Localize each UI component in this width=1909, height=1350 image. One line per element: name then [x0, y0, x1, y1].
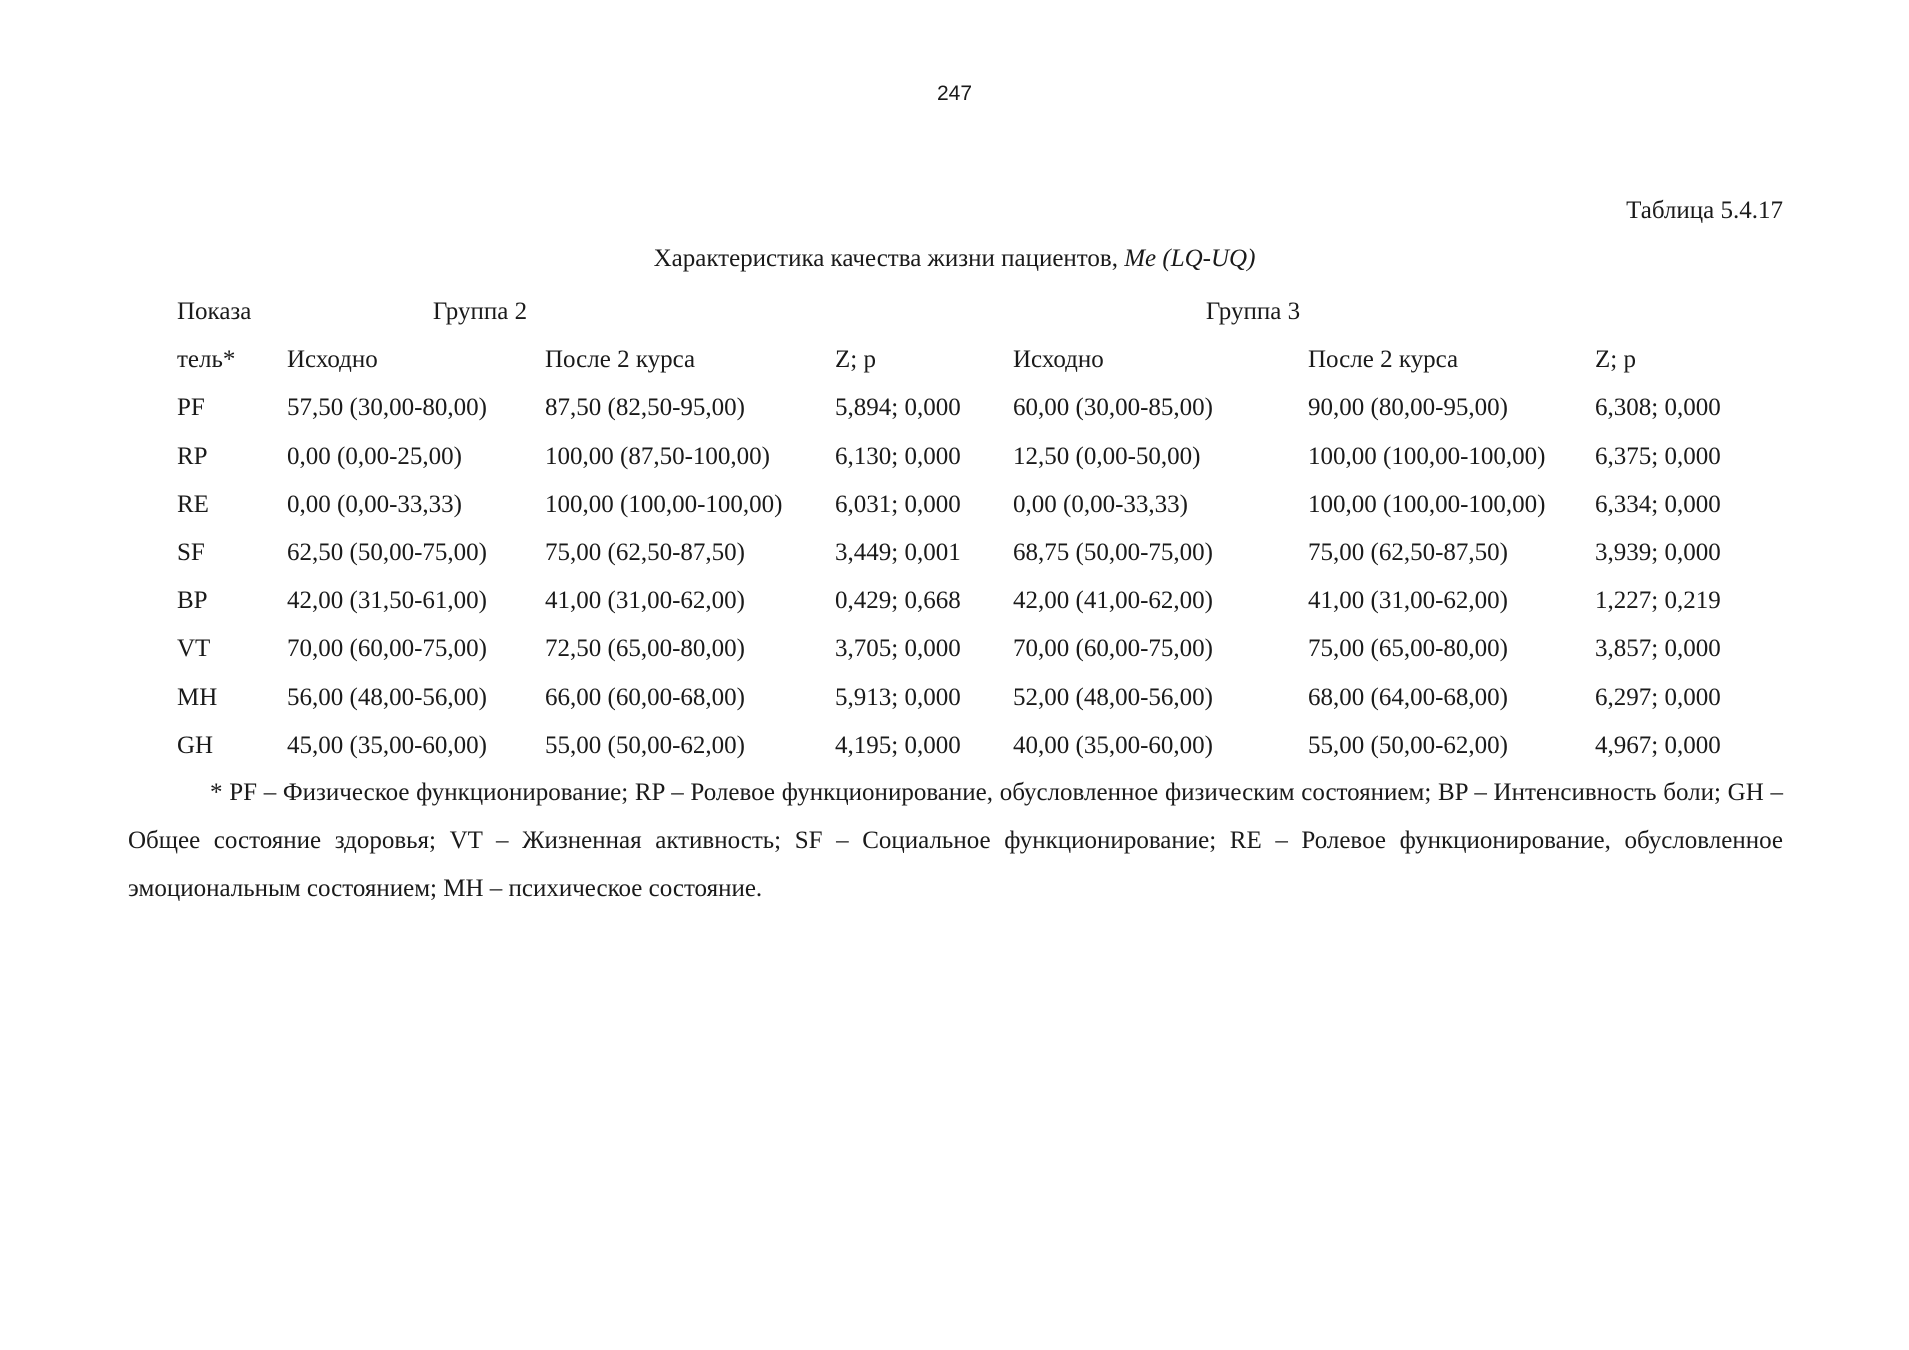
table-title [0, 245, 1909, 273]
cell-g2-base: 42,00 (31,50-61,00) [287, 587, 487, 615]
cell-g2-base: 62,50 (50,00-75,00) [287, 539, 487, 567]
table-row [167, 433, 1733, 481]
table-row [167, 722, 1733, 770]
row-indicator: GH [177, 731, 214, 759]
table-number: Таблица 5.4.17 [1626, 197, 1783, 224]
cell-g3-after: 75,00 (62,50-87,50) [1308, 539, 1508, 567]
header-g3-zp: Z; p [1595, 346, 1636, 374]
cell-g2-zp: 5,894; 0,000 [835, 394, 961, 422]
header-row-columns [167, 336, 1733, 384]
cell-g2-after: 41,00 (31,00-62,00) [545, 587, 745, 615]
cell-g3-zp: 6,334; 0,000 [1595, 490, 1721, 518]
cell-g2-zp: 6,031; 0,000 [835, 490, 961, 518]
cell-g3-base: 68,75 (50,00-75,00) [1013, 539, 1213, 567]
row-indicator: RE [177, 490, 209, 518]
cell-g3-zp: 3,939; 0,000 [1595, 539, 1721, 567]
row-indicator: BP [177, 587, 208, 615]
cell-g2-zp: 3,449; 0,001 [835, 539, 961, 567]
cell-g3-after: 41,00 (31,00-62,00) [1308, 587, 1508, 615]
cell-g2-zp: 4,195; 0,000 [835, 731, 961, 759]
cell-g3-zp: 6,297; 0,000 [1595, 683, 1721, 711]
table-title-italic: Me (LQ-UQ) [1124, 245, 1256, 272]
cell-g3-after: 100,00 (100,00-100,00) [1308, 490, 1546, 518]
cell-g2-zp: 6,130; 0,000 [835, 442, 961, 470]
cell-g2-zp: 3,705; 0,000 [835, 635, 961, 663]
cell-g3-zp: 6,375; 0,000 [1595, 442, 1721, 470]
cell-g2-zp: 5,913; 0,000 [835, 683, 961, 711]
header-g2-base: Исходно [287, 346, 378, 374]
cell-g2-after: 75,00 (62,50-87,50) [545, 539, 745, 567]
cell-g2-after: 66,00 (60,00-68,00) [545, 683, 745, 711]
cell-g3-after: 100,00 (100,00-100,00) [1308, 442, 1546, 470]
cell-g3-after: 55,00 (50,00-62,00) [1308, 731, 1508, 759]
page-number: 247 [936, 82, 973, 105]
table-footnote: * PF – Физическое функционирование; RP – Ролевое функционирование, обусловленное физическим состоянием; BP – Интенсивность боли; GH – Общее состояние здоровья; VT – Жизненная активность; SF – Социальное функционирование; RE – Ролевое функционирование, обусловленное эмоциональным состоянием; MH – психическое состояние. [128, 779, 1783, 902]
row-indicator: VT [177, 635, 211, 663]
cell-g2-base: 0,00 (0,00-33,33) [287, 490, 462, 518]
header-g3-after: После 2 курса [1308, 346, 1459, 374]
cell-g3-zp: 1,227; 0,219 [1595, 587, 1721, 615]
table-row [167, 529, 1733, 577]
cell-g3-base: 0,00 (0,00-33,33) [1013, 490, 1188, 518]
cell-g2-base: 56,00 (48,00-56,00) [287, 683, 487, 711]
cell-g2-after: 100,00 (87,50-100,00) [545, 442, 770, 470]
header-group-2 [277, 288, 1003, 336]
header-indicator-line2: тель* [177, 346, 236, 374]
table-row [167, 481, 1733, 529]
cell-g2-after: 55,00 (50,00-62,00) [545, 731, 745, 759]
header-g3-base: Исходно [1013, 346, 1104, 374]
table-row [167, 625, 1733, 673]
row-indicator: RP [177, 442, 208, 470]
cell-g2-after: 100,00 (100,00-100,00) [545, 490, 783, 518]
table-title-main: Характеристика качества жизни пациентов, [653, 245, 1125, 272]
header-g2-zp: Z; p [835, 346, 876, 374]
header-group-3-label: Группа 3 [1205, 298, 1301, 326]
cell-g2-after: 72,50 (65,00-80,00) [545, 635, 745, 663]
cell-g3-base: 42,00 (41,00-62,00) [1013, 587, 1213, 615]
cell-g3-base: 70,00 (60,00-75,00) [1013, 635, 1213, 663]
header-g2-after: После 2 курса [545, 346, 696, 374]
quality-of-life-table [167, 288, 1733, 770]
header-indicator-line1: Показа [177, 298, 252, 326]
cell-g2-base: 45,00 (35,00-60,00) [287, 731, 487, 759]
cell-g3-after: 75,00 (65,00-80,00) [1308, 635, 1508, 663]
cell-g2-after: 87,50 (82,50-95,00) [545, 394, 745, 422]
header-group-2-label: Группа 2 [432, 298, 528, 326]
cell-g3-after: 68,00 (64,00-68,00) [1308, 683, 1508, 711]
cell-g3-base: 40,00 (35,00-60,00) [1013, 731, 1213, 759]
row-indicator: MH [177, 683, 218, 711]
cell-g3-zp: 4,967; 0,000 [1595, 731, 1721, 759]
cell-g2-base: 0,00 (0,00-25,00) [287, 442, 462, 470]
table-row [167, 384, 1733, 432]
cell-g2-base: 70,00 (60,00-75,00) [287, 635, 487, 663]
table-row [167, 674, 1733, 722]
header-row-groups [167, 288, 1733, 336]
cell-g3-after: 90,00 (80,00-95,00) [1308, 394, 1508, 422]
table-row [167, 577, 1733, 625]
cell-g2-base: 57,50 (30,00-80,00) [287, 394, 487, 422]
cell-g3-base: 12,50 (0,00-50,00) [1013, 442, 1201, 470]
cell-g3-zp: 6,308; 0,000 [1595, 394, 1721, 422]
row-indicator: PF [177, 394, 205, 422]
row-indicator: SF [177, 539, 205, 567]
header-group-3 [1003, 288, 1733, 336]
cell-g3-base: 52,00 (48,00-56,00) [1013, 683, 1213, 711]
cell-g3-zp: 3,857; 0,000 [1595, 635, 1721, 663]
cell-g2-zp: 0,429; 0,668 [835, 587, 961, 615]
cell-g3-base: 60,00 (30,00-85,00) [1013, 394, 1213, 422]
